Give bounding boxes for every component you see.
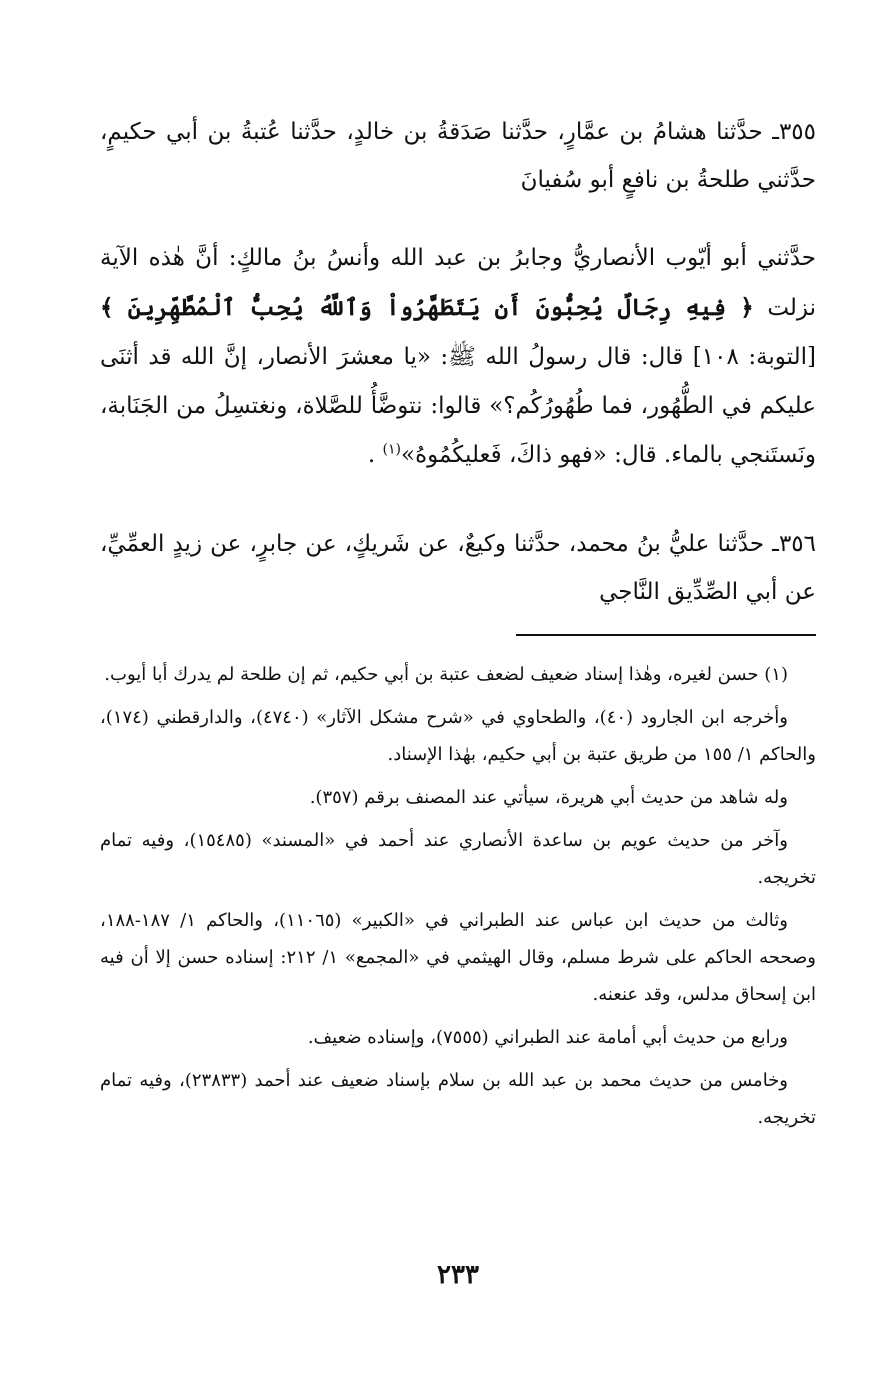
footnote-divider bbox=[516, 634, 816, 636]
matn-intro: حدَّثني أبو أيّوب الأنصاريُّ وجابرُ بن عبد الله وأنسُ بنُ مالكٍ: أنَّ هٰذه الآية نزلت bbox=[100, 245, 816, 321]
hadith-355-matn bbox=[100, 234, 816, 480]
footnote-shahid-2: وآخر من حديث عويم بن ساعدة الأنصاري عند أحمد في «المسند» (١٥٤٨٥)، وفيه تمام تخريجه. bbox=[100, 830, 816, 888]
hadith-355-isnad: ٣٥٥ـ حدَّثنا هشامُ بن عمَّارٍ، حدَّثنا صَدَقةُ بن خالدٍ، حدَّثنا عُتبةُ بن أبي حكيمٍ، حدَّثني طلحةُ بن نافعٍ أبو سُفيانَ bbox=[100, 119, 816, 193]
page-number: ٢٣٣ bbox=[437, 1260, 479, 1290]
footnote-takhrij: وأخرجه ابن الجارود (٤٠)، والطحاوي في «شرح مشكل الآثار» (٤٧٤٠)، والدارقطني (١٧٤)، والحاكم ١/ ١٥٥ من طريق عتبة بن أبي حكيم، بهٰذا الإسناد. bbox=[100, 707, 816, 765]
book-page bbox=[100, 100, 816, 1340]
footnote-shahid-4: ورابع من حديث أبي أمامة عند الطبراني (٧٥٥٥)، وإسناده ضعيف. bbox=[307, 1027, 788, 1048]
quran-verse: ﴿ فِيهِ رِجَالٌ يُحِبُّونَ أَن يَتَطَهَّرُواْ وَٱللَّهُ يُحِبُّ ٱلْمُطَّهِّرِينَ ﴾ bbox=[100, 294, 754, 321]
footnotes-section bbox=[100, 656, 816, 1136]
hadith-356-isnad: ٣٥٦ـ حدَّثنا عليُّ بنُ محمد، حدَّثنا وكيعٌ، عن شَريكٍ، عن جابرٍ، عن زيدٍ العمِّيِّ، عن أبي الصِّدِّيق النَّاجي bbox=[100, 531, 816, 605]
footnote-shahid-1: وله شاهد من حديث أبي هريرة، سيأتي عند المصنف برقم (٣٥٧). bbox=[309, 787, 788, 808]
footnote-shahid-5: وخامس من حديث محمد بن عبد الله بن سلام بإسناد ضعيف عند أحمد (٢٣٨٣٣)، وفيه تمام تخريجه. bbox=[100, 1070, 816, 1128]
matn-body: [التوبة: ١٠٨] قال: قال رسولُ الله ﷺ: «يا معشرَ الأنصار، إنَّ الله قد أثنَى عليكم في الطُّهُور، فما طُهُورُكُم؟» قالوا: نتوضَّأُ للصَّلاة، ونغتسِلُ من الجَنَابة، ونَستَنجي بالماء. قال: «فهو ذاكَ، فَعليكُمُوهُ» bbox=[100, 344, 816, 468]
footnote-shahid-3: وثالث من حديث ابن عباس عند الطبراني في «الكبير» (١١٠٦٥)، والحاكم ١/ ١٨٧-١٨٨، وصححه الحاكم على شرط مسلم، وقال الهيثمي في «المجمع» ١/ ٢١٢: إسناده حسن إلا أن فيه ابن إسحاق مدلس، وقد عنعنه. bbox=[100, 910, 816, 1005]
footnote-reference: (١) bbox=[382, 441, 401, 458]
footnote-1: (١) حسن لغيره، وهٰذا إسناد ضعيف لضعف عتبة بن أبي حكيم، ثم إن طلحة لم يدرك أبا أيوب. bbox=[104, 664, 788, 685]
matn-end: . bbox=[367, 442, 383, 468]
